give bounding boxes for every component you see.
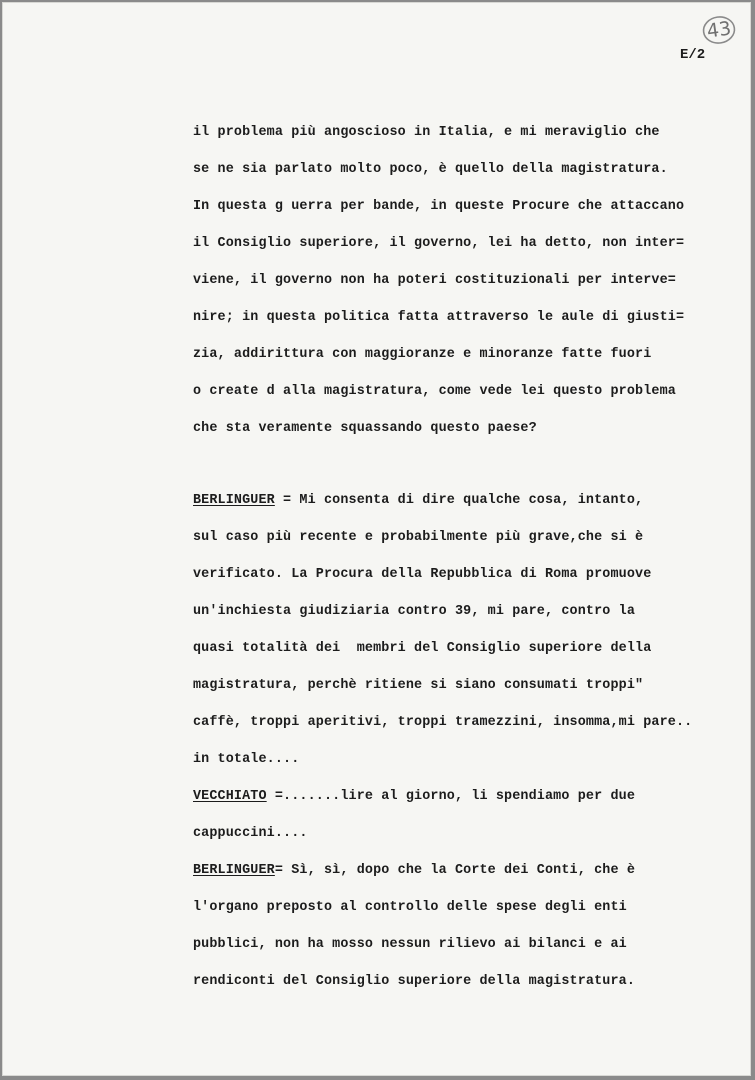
text-line: il Consiglio superiore, il governo, lei ha detto, non inter= xyxy=(193,236,685,251)
text-line: un'inchiesta giudiziaria contro 39, mi pare, contro la xyxy=(193,604,636,619)
text-line: pubblici, non ha mosso nessun rilievo ai bilanci e ai xyxy=(193,937,627,952)
text-line: o create d alla magistratura, come vede lei questo problema xyxy=(193,384,676,399)
speaker-line xyxy=(193,789,635,804)
speaker-text: =.......lire al giorno, li spendiamo per due xyxy=(266,789,636,804)
speaker-text: = Sì, sì, dopo che la Corte dei Conti, che è xyxy=(274,863,636,878)
section-code: E/2 xyxy=(680,47,706,63)
text-line: caffè, troppi aperitivi, troppi tramezzini, insomma,mi pare.. xyxy=(193,715,693,730)
text-line: quasi totalità dei membri del Consiglio superiore della xyxy=(193,641,652,656)
speaker-name: VECCHIATO xyxy=(193,789,267,804)
text-line: sul caso più recente e probabilmente più grave,che si è xyxy=(193,530,644,545)
text-line: l'organo preposto al controllo delle spese degli enti xyxy=(193,900,627,915)
text-line: viene, il governo non ha poteri costituzionali per interve= xyxy=(193,273,676,288)
speaker-name: BERLINGUER xyxy=(193,493,275,508)
text-line: In questa g uerra per bande, in queste Procure che attaccano xyxy=(193,199,685,214)
text-line: nire; in questa politica fatta attraverso le aule di giusti= xyxy=(193,310,685,325)
text-line: il problema più angoscioso in Italia, e mi meraviglio che xyxy=(193,125,660,140)
text-line: verificato. La Procura della Repubblica di Roma promuove xyxy=(193,567,652,582)
text-line: in totale.... xyxy=(193,752,300,767)
text-line: che sta veramente squassando questo paese? xyxy=(193,421,537,436)
text-line: se ne sia parlato molto poco, è quello della magistratura. xyxy=(193,162,668,177)
speaker-name: BERLINGUER xyxy=(193,863,275,878)
text-line: cappuccini.... xyxy=(193,826,308,841)
page-number: 43 xyxy=(705,17,733,43)
speaker-line xyxy=(193,493,643,508)
speaker-line xyxy=(193,863,635,878)
text-line: magistratura, perchè ritiene si siano consumati troppi" xyxy=(193,678,644,693)
text-line: zia, addirittura con maggioranze e minoranze fatte fuori xyxy=(193,347,652,362)
text-line: rendiconti del Consiglio superiore della magistratura. xyxy=(193,974,636,989)
page-number-stamp xyxy=(700,13,738,47)
speaker-text: = Mi consenta di dire qualche cosa, intanto, xyxy=(274,493,644,508)
document-page xyxy=(2,2,751,1076)
